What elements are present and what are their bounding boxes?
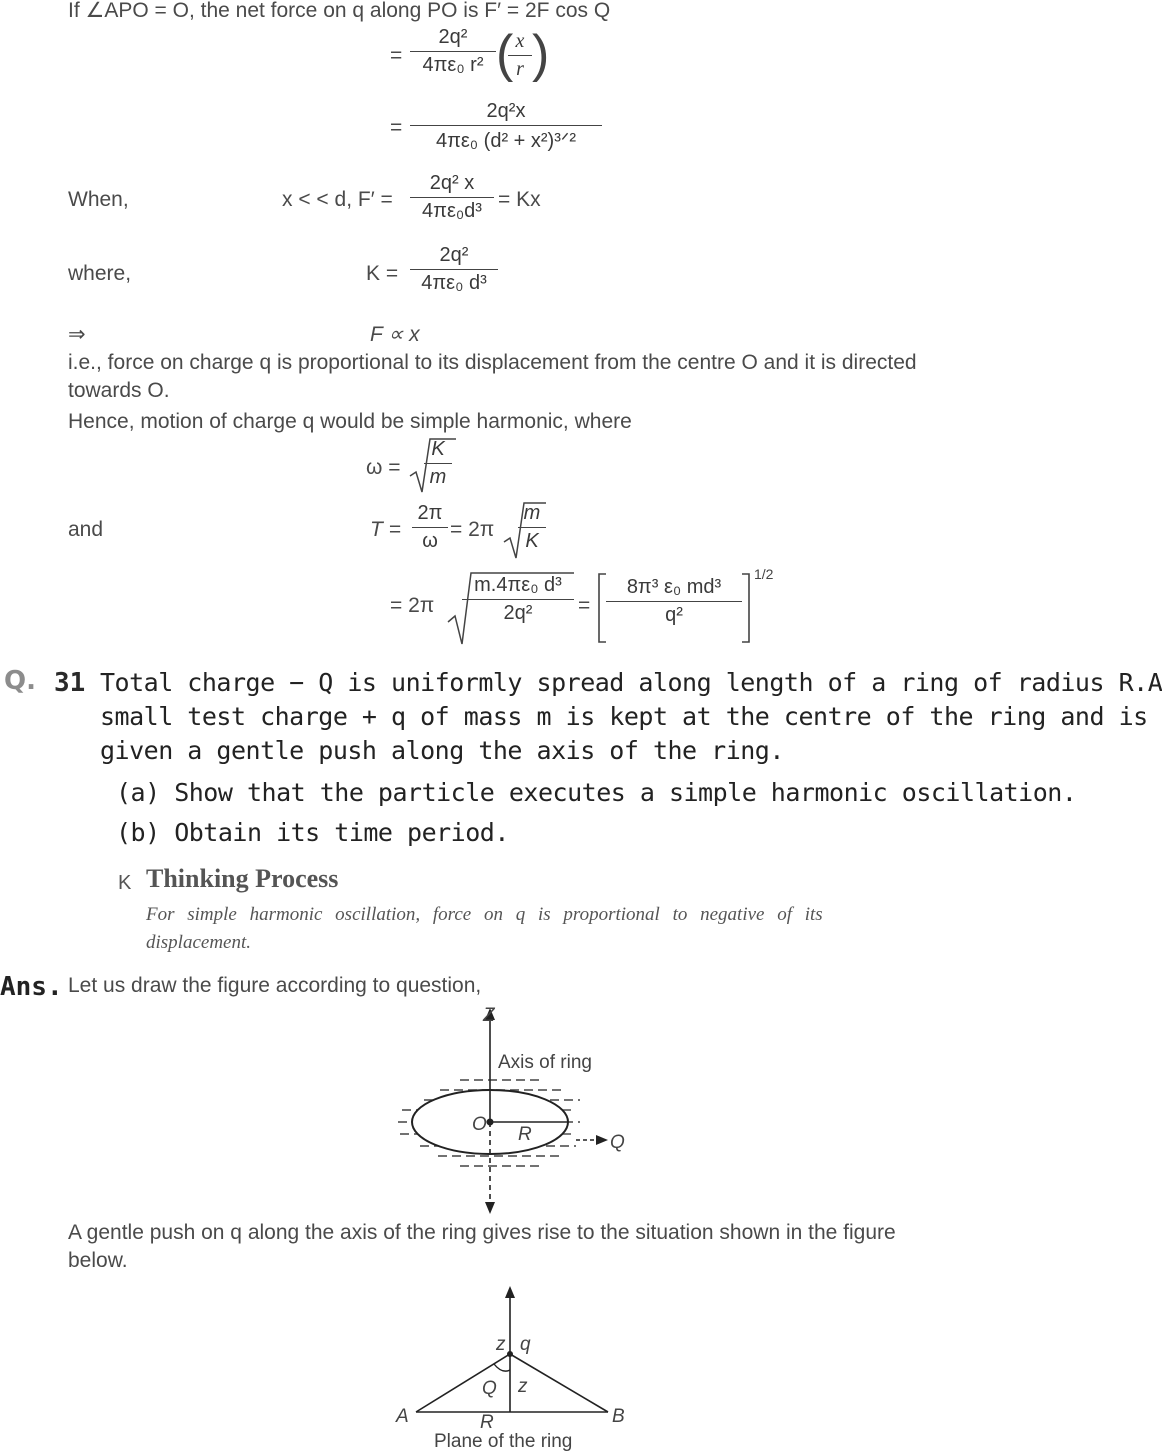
question-part-b: (b) Obtain its time period. <box>116 818 509 847</box>
eq1-fraction <box>410 26 496 77</box>
t2-equals-2: = <box>578 594 591 617</box>
fig1-r-label: R <box>518 1124 532 1145</box>
omega-denominator: m <box>429 466 447 488</box>
fig2-q-label: q <box>520 1334 531 1355</box>
push-line-1: A gentle push on q along the axis of the ring gives rise to the situation shown in the figure <box>68 1221 896 1244</box>
fig1-o-label: O <box>472 1114 487 1135</box>
omega-numerator: K <box>431 438 445 460</box>
push-line-2: below. <box>68 1249 128 1272</box>
fig2-z2-label: z <box>518 1376 528 1397</box>
fig2-b-label: B <box>612 1406 625 1427</box>
question-part-a: (a) Show that the particle executes a simple harmonic oscillation. <box>116 778 1077 807</box>
fig2-r-label: R <box>480 1412 494 1433</box>
when-lhs: x < < d, F′ = <box>282 188 393 211</box>
eq1-equals: = <box>390 44 403 67</box>
thinking-title: Thinking Process <box>146 864 339 893</box>
eq2-denominator: 4πε₀ (d² + x²)³ᐟ² <box>435 130 577 152</box>
t-lhs: T = <box>370 518 401 541</box>
where-denominator: 4πε₀ d³ <box>421 272 487 294</box>
question-number: 31 <box>54 668 86 698</box>
where-label: where, <box>68 262 132 285</box>
question-line-3: given a gentle push along the axis of the ring. <box>100 736 784 765</box>
t2-bracket-numerator: 8π³ ε₀ md³ <box>626 576 722 598</box>
t-denominator: ω <box>422 530 438 552</box>
hence-line: Hence, motion of charge q would be simple harmonic, where <box>68 410 632 433</box>
thinking-line-2: displacement. <box>146 932 252 953</box>
when-numerator: 2q² x <box>429 172 475 194</box>
eq1-paren-fraction <box>508 30 532 81</box>
t2-sqrt-denominator: 2q² <box>503 602 533 624</box>
where-fraction <box>410 244 498 295</box>
answer-label: Ans. <box>0 972 63 1002</box>
thinking-bullet-icon: K <box>118 872 132 894</box>
where-lhs: K = <box>366 262 399 285</box>
eq2-numerator: 2q²x <box>486 100 526 122</box>
ie-line-2: towards O. <box>68 379 170 402</box>
ie-line-1: i.e., force on charge q is proportional to its displacement from the centre O and it is directed <box>68 351 917 374</box>
t2-sqrt-fraction <box>462 574 574 625</box>
answer-intro: Let us draw the figure according to question, <box>68 974 482 997</box>
x-over-r-den: r <box>516 58 524 80</box>
t2-bracket-denominator: q² <box>665 604 683 626</box>
fig2-a-label: A <box>396 1406 409 1427</box>
t2-sqrt-numerator: m.4πε₀ d³ <box>474 574 562 596</box>
fig1-q-label: Q <box>610 1132 625 1153</box>
implies-symbol: ⇒ <box>68 323 86 346</box>
t2-exponent: 1/2 <box>754 566 774 582</box>
t-sqrt-denominator: K <box>525 530 539 552</box>
t2-equals: = 2π <box>390 594 435 617</box>
when-denominator: 4πε₀d³ <box>422 200 482 222</box>
t-fraction <box>412 502 448 553</box>
t-numerator: 2π <box>417 502 443 524</box>
t2-bracket-fraction <box>606 576 742 627</box>
t-mid: = 2π <box>450 518 495 541</box>
eq1-denominator: 4πε₀ r² <box>422 54 484 76</box>
fig2-theta-label: Q <box>482 1378 497 1399</box>
right-paren: ) <box>532 25 550 83</box>
implies-expression: F ∝ x <box>370 323 420 346</box>
when-label: When, <box>68 188 129 211</box>
fig2-z-label: z <box>496 1334 506 1355</box>
left-paren: ( <box>496 25 514 83</box>
t-sqrt-numerator: m <box>523 502 541 524</box>
eq2-equals: = <box>390 116 403 139</box>
and-label: and <box>68 518 104 541</box>
triangle-figure <box>390 1282 650 1452</box>
force-statement: If ∠APO = O, the net force on q along PO is F′ = 2F cos Q <box>68 0 611 22</box>
ring-axis-figure <box>390 1004 650 1216</box>
t-sqrt-fraction <box>518 502 546 553</box>
eq2-fraction <box>410 100 602 153</box>
question-line-1: Total charge − Q is uniformly spread along length of a ring of radius R.A <box>100 668 1162 697</box>
fig2-plane-label: Plane of the ring <box>434 1431 573 1452</box>
when-fraction <box>410 172 494 223</box>
fig1-z-label: Z <box>483 1005 495 1026</box>
when-rhs: = Kx <box>498 188 541 211</box>
omega-fraction <box>424 438 452 489</box>
thinking-line-1: For simple harmonic oscillation, force on q is proportional to negative of its <box>146 904 823 925</box>
eq1-numerator: 2q² <box>438 26 468 48</box>
omega-lhs: ω = <box>366 456 401 479</box>
fig1-axis-label: Axis of ring <box>498 1052 592 1073</box>
x-over-r-num: x <box>515 30 525 52</box>
question-mark: Q. <box>4 666 36 696</box>
question-line-2: small test charge + q of mass m is kept at the centre of the ring and is <box>100 702 1148 731</box>
where-numerator: 2q² <box>439 244 469 266</box>
